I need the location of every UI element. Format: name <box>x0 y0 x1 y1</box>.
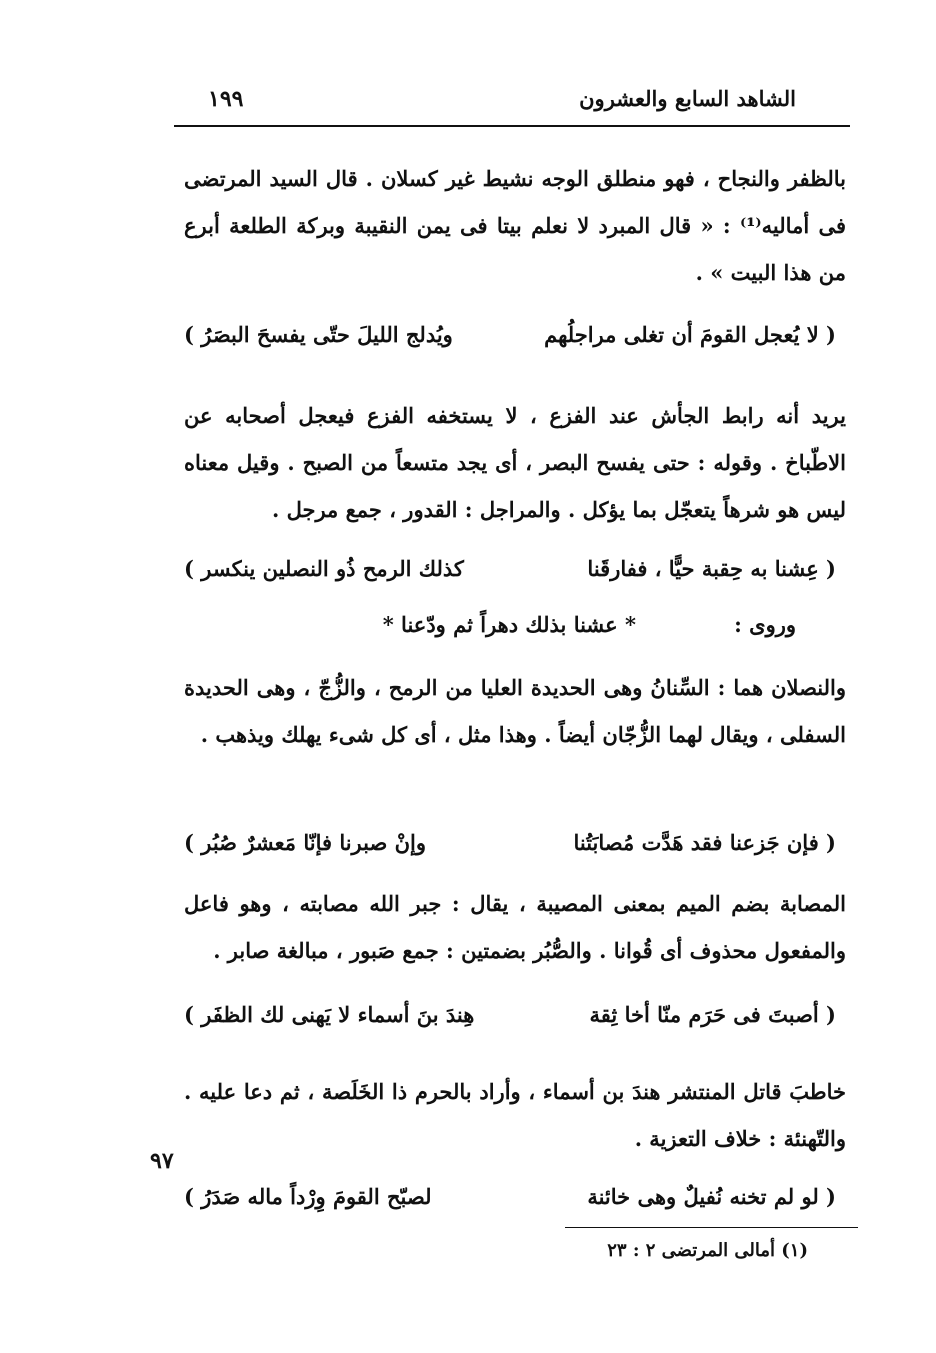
page-number: ١٩٩ <box>208 86 244 112</box>
paragraph-text: يريد أنه رابط الجأش عند الفزع ، لا يستخفه الفزع فيعجل أصحابه عن الاطّباخ . وقوله : حتى يفسح البصر ، أى يجد متسعاً من الصبح . وقيل معناه ليس هو شرهاً يتعجّل بما يؤكل . والمراجل : القدور ، جمع مرجل . <box>184 403 846 522</box>
verse-second-hemistich: وإنْ صبرنا فإنّا مَعشرٌ صُبُر ) <box>184 830 427 855</box>
variant-hemistich: * عشنا بذلك دهراً ثم ودّعنا * <box>382 612 636 637</box>
verse-2 <box>184 556 836 581</box>
verse-5 <box>184 1184 836 1209</box>
paragraph-text: المصابة بضم الميم بمعنى المصيبة ، يقال : جبر الله مصابته ، وهو فاعل والمفعول محذوف أى قُوانا . والصُّبُر بضمتين : جمع صَبور ، مبالغة صابر . <box>184 891 846 963</box>
paragraph-3 <box>184 664 846 758</box>
verse-3 <box>184 830 836 855</box>
verse-first-hemistich: ( لو لم تخنه نُفيلٌ وهى خائنة <box>587 1184 836 1209</box>
variant-label: وروى : <box>734 612 796 637</box>
paragraph-text: بالظفر والنجاح ، فهو منطلق الوجه نشيط غير كسلان . قال السيد المرتضى فى أماليه⁽¹⁾ : « قال المبرد لا نعلم بيتا فى يمن النقيبة وبركة الطلعة أبرع من هذا البيت » . <box>184 166 846 285</box>
verse-first-hemistich: ( فإن جَزعنا فقد هَدَّت مُصابَتُنا <box>573 830 836 855</box>
verse-1 <box>184 322 836 347</box>
verse-second-hemistich: ويُدلج الليلَ حتّى يفسحَ البصَرُ ) <box>184 322 453 347</box>
running-header-title: الشاهد السابع والعشرون <box>579 86 796 111</box>
header-divider <box>174 125 850 127</box>
paragraph-2 <box>184 392 846 533</box>
verse-first-hemistich: ( عِشنا به حِقبة حيًّا ، ففارقَنا <box>587 556 836 581</box>
verse-first-hemistich: ( لا يُعجل القومَ أن تغلى مراجلُهم <box>544 322 836 347</box>
verse-second-hemistich: كذلك الرمح ذُو النصلين ينكسر ) <box>184 556 464 581</box>
verse-second-hemistich: لصبّح القومَ وِرْداً ماله صَدَرُ ) <box>184 1184 432 1209</box>
margin-number: ٩٧ <box>150 1148 174 1174</box>
footnote: (١) أمالى المرتضى ٢ : ٢٣ <box>607 1240 808 1261</box>
verse-4 <box>184 1002 836 1027</box>
verse-second-hemistich: هِندَ بنَ أسماء لا يَهنى لك الظفَر ) <box>184 1002 475 1027</box>
paragraph-text: والنصلان هما : السِّنانُ وهى الحديدة العليا من الرمح ، والزُّجّ ، وهى الحديدة السفلى ، ويقال لهما الزُّجّان أيضاً . وهذا مثل ، أى كل شىء يهلك ويذهب . <box>184 675 846 747</box>
paragraph-1 <box>184 155 846 296</box>
paragraph-text: خاطبَ قاتل المنتشر هندَ بن أسماء ، وأراد بالحرم ذا الخَلَصة ، ثم دعا عليه . والتّهنئة : خلاف التعزية . <box>184 1079 846 1151</box>
verse-first-hemistich: ( أصبتَ فى حَرَم منّا أخا ثِقة <box>589 1002 836 1027</box>
footnote-divider <box>565 1227 858 1228</box>
paragraph-4 <box>184 880 846 974</box>
paragraph-5 <box>184 1068 846 1162</box>
